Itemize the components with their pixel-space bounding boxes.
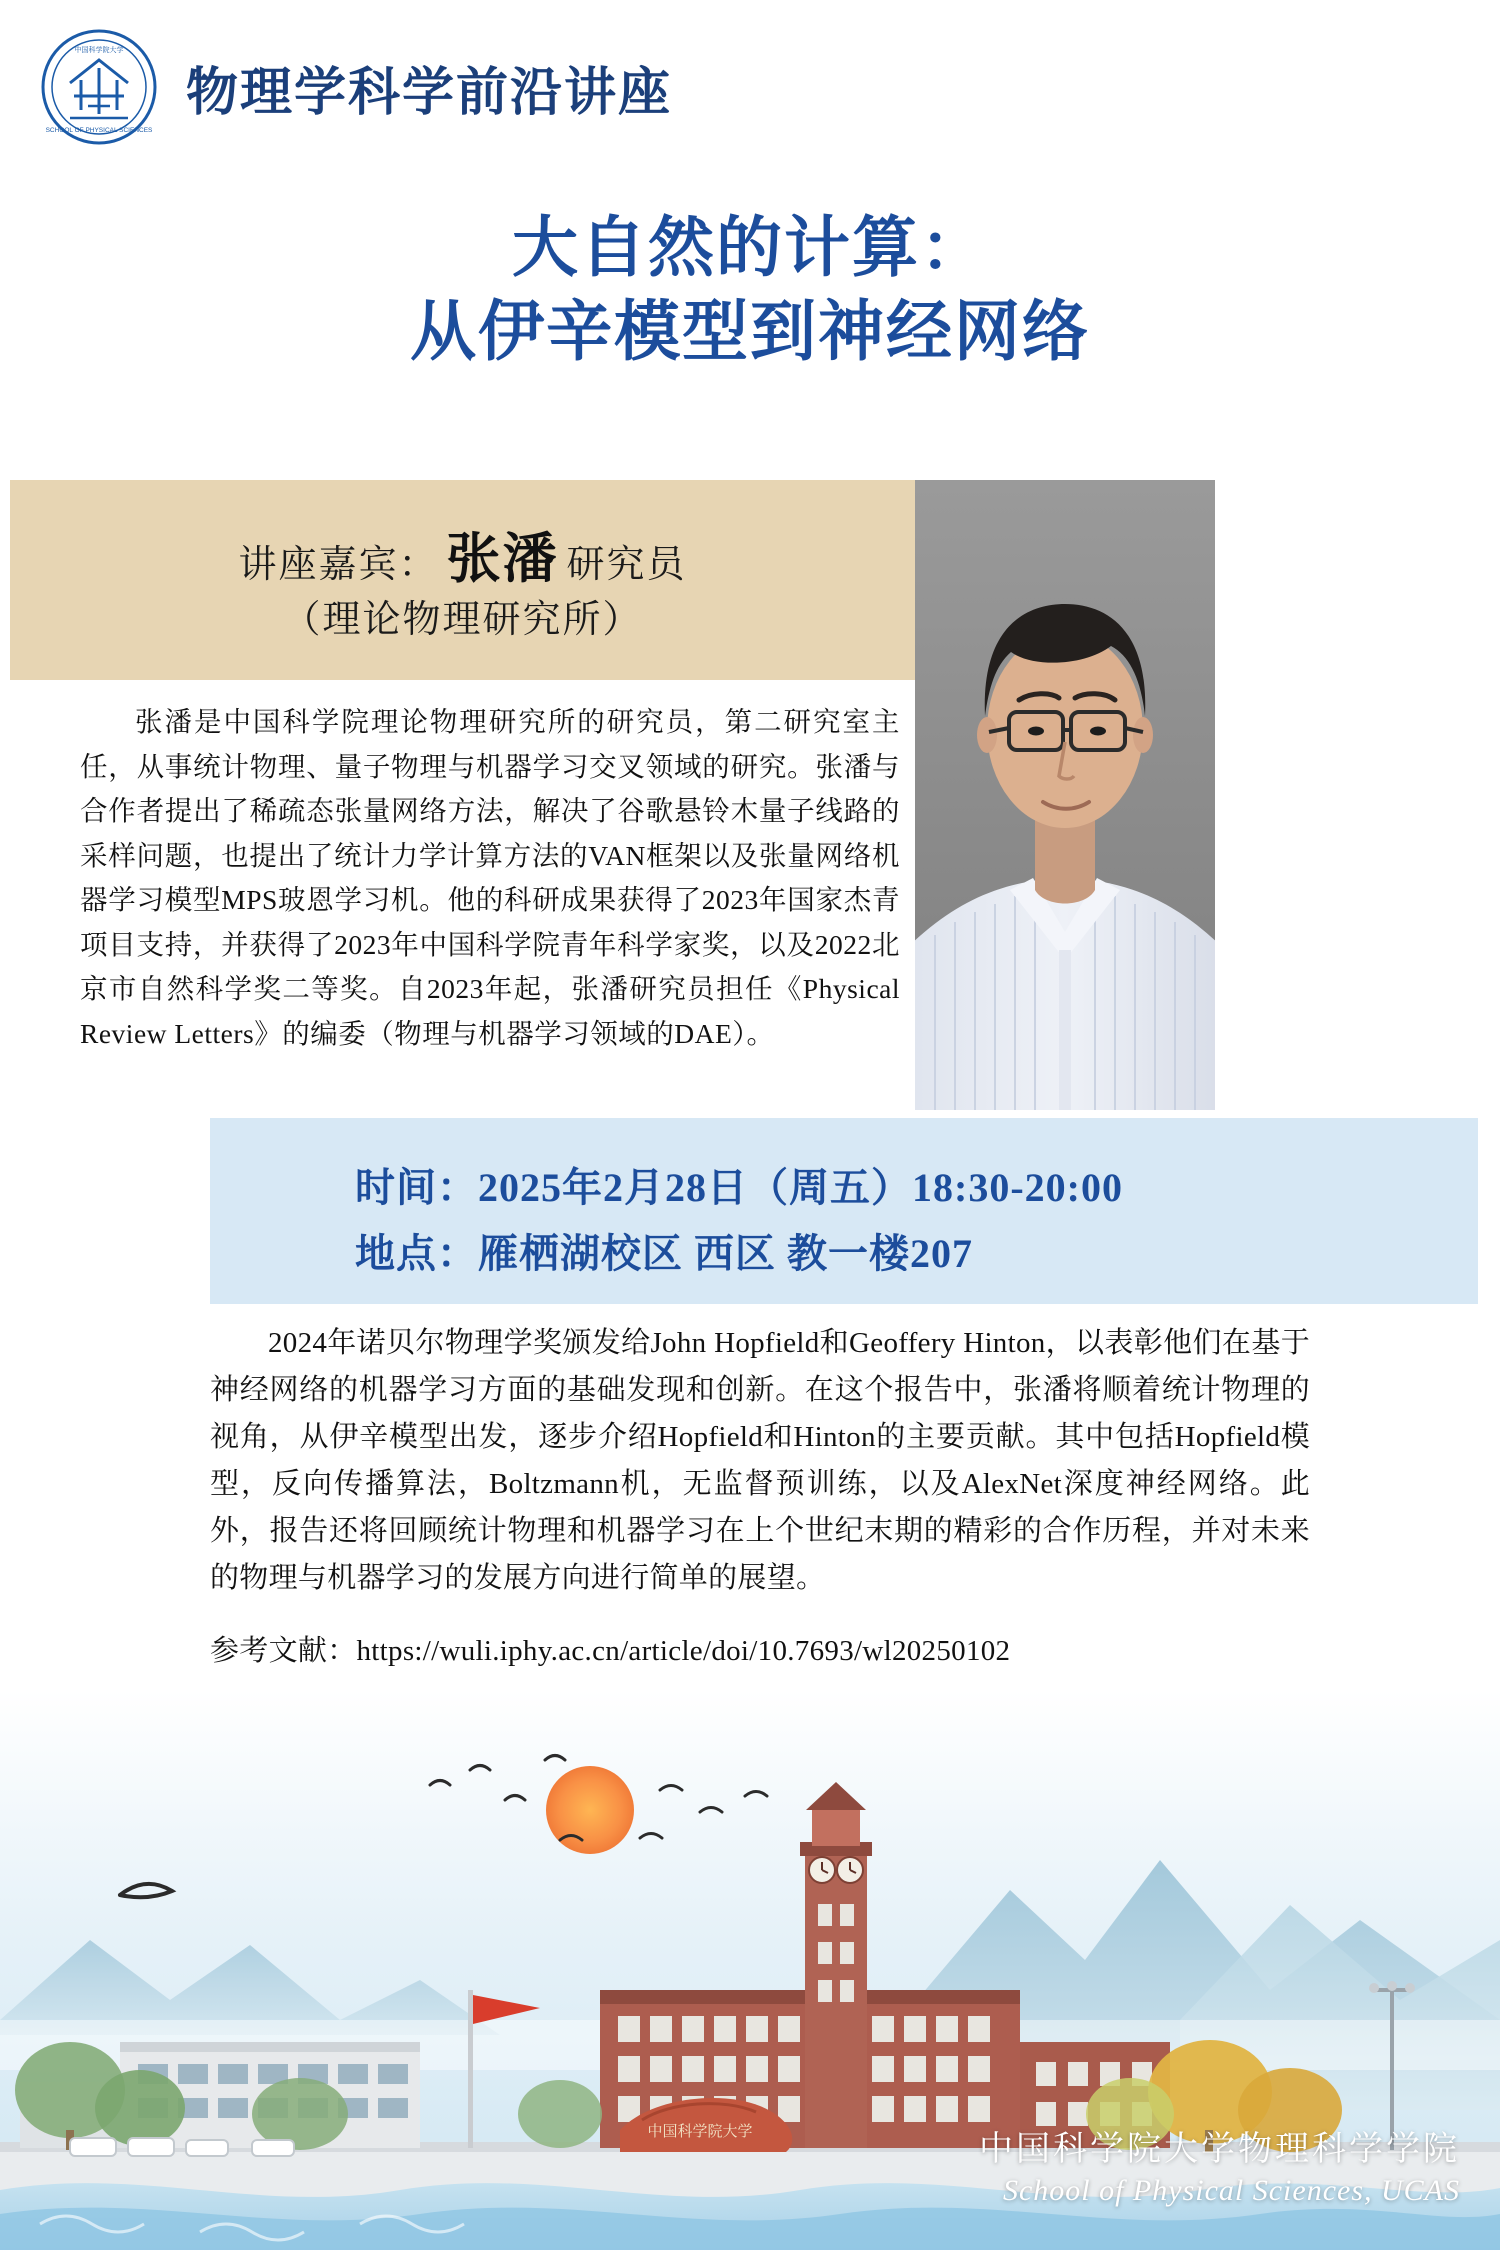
reference-line: 参考文献：https://wuli.iphy.ac.cn/article/doi/10.7693/wl20250102	[210, 1635, 1011, 1667]
speaker-band	[10, 480, 915, 680]
speaker-label: 讲座嘉宾：	[238, 544, 439, 586]
series-title: 物理学科学前沿讲座	[186, 63, 673, 122]
svg-text:中国科学院大学: 中国科学院大学	[647, 2124, 753, 2140]
svg-text:中国科学院大学: 中国科学院大学	[74, 47, 124, 54]
footer-org-en: School of Physical Sciences, UCAS	[1002, 2174, 1460, 2207]
talk-abstract: 2024年诺贝尔物理学奖颁发给John Hopfield和Geoffery Hinton，以表彰他们在基于神经网络的机器学习方面的基础发现和创新。在这个报告中，张潘将顺着统计物理的视角，从伊辛模型出发，逐步介绍Hopfield和Hinton的主要贡献。其中包括Hopfield模型，反向传播算法，Boltzmann机，无监督预训练，以及AlexNet深度神经网络。此外，报告还将回顾统计物理和机器学习在上个世纪末期的精彩的合作历程，并对未来的物理与机器学习的发展方向进行简单的展望。	[210, 1327, 1310, 1594]
speaker-role: 研究员	[566, 544, 687, 586]
speaker-headline	[10, 516, 915, 593]
event-place-label: 地点：	[355, 1231, 478, 1276]
title-line-1: 大自然的计算：	[512, 210, 988, 284]
title-line-2: 从伊辛模型到神经网络	[410, 294, 1090, 369]
speaker-name: 张潘	[446, 529, 559, 589]
footer-org-cn: 中国科学院大学物理科学学院	[979, 2131, 1460, 2168]
page-title	[0, 205, 1500, 374]
event-info-band	[210, 1118, 1478, 1304]
event-place-value: 雁栖湖校区 西区 教一楼207	[478, 1231, 973, 1276]
ucas-sps-logo-icon	[40, 28, 158, 146]
campus-illustration	[0, 1690, 1500, 2250]
speaker-bio: 张潘是中国科学院理论物理研究所的研究员，第二研究室主任，从事统计物理、量子物理与机器学习交叉领域的研究。张潘与合作者提出了稀疏态张量网络方法，解决了谷歌悬铃木量子线路的采样问题，也提出了统计力学计算方法的VAN框架以及张量网络机器学习模型MPS玻恩学习机。他的科研成果获得了2023年国家杰青项目支持，并获得了2023年中国科学院青年科学家奖，以及2022北京市自然科学奖二等奖。自2023年起，张潘研究员担任《Physical Review Letters》的编委（物理与机器学习领域的DAE）。	[80, 706, 900, 1049]
poster-header	[40, 28, 672, 146]
svg-text:SCHOOL OF PHYSICAL SCIENCES: SCHOOL OF PHYSICAL SCIENCES	[45, 127, 153, 134]
event-place	[355, 1222, 973, 1279]
footer-org-name	[979, 2121, 1460, 2208]
speaker-affiliation: （理论物理研究所）	[282, 599, 643, 641]
event-time	[355, 1156, 1123, 1213]
event-time-value: 2025年2月28日（周五）18:30-20:00	[478, 1165, 1123, 1210]
event-time-label: 时间：	[355, 1165, 478, 1210]
speaker-photo	[915, 480, 1215, 1110]
